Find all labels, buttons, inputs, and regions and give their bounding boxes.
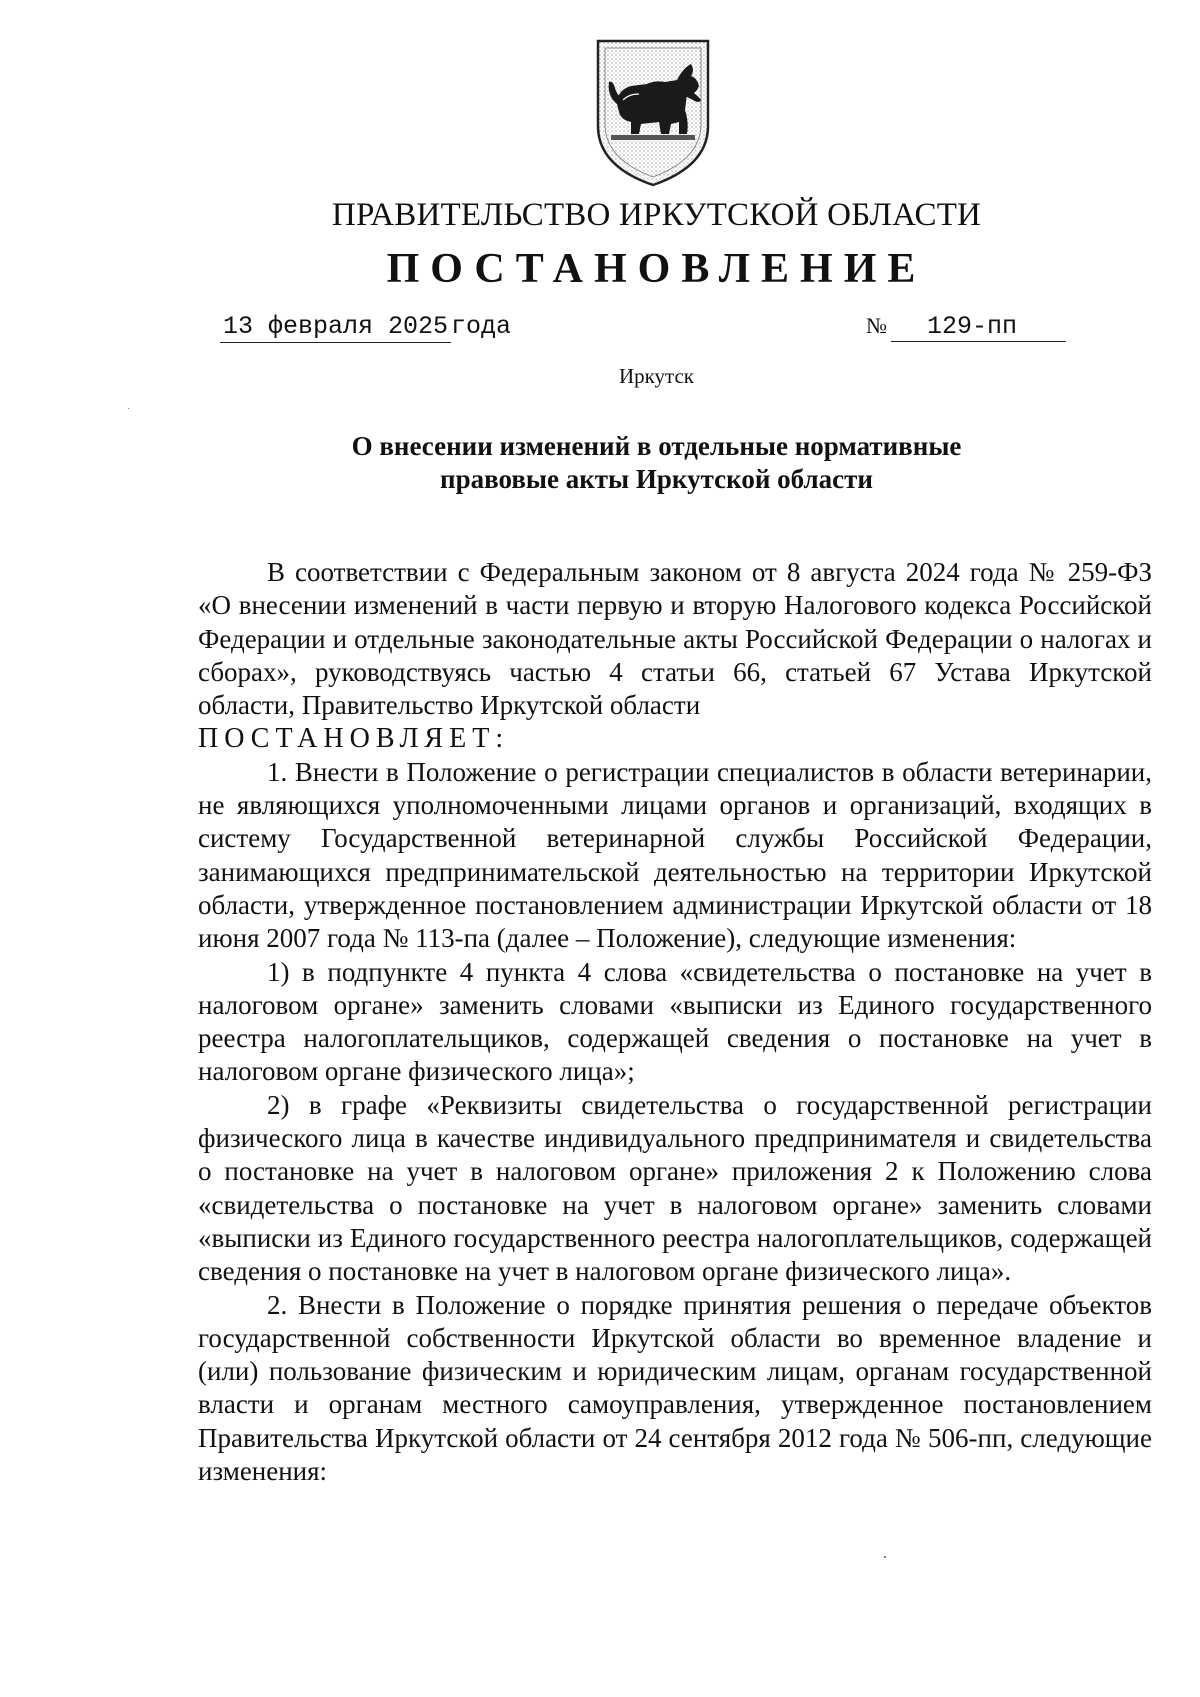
item-1-sub-2-paragraph: 2) в графе «Реквизиты свидетельства о государственной регистрации физического лица в качестве индивидуального предпринимателя и свидетельства о постановке на учет в налоговом органе» приложения 2 к Положению слова «свидетельства о постановке на учет в налоговом органе» заменить словами «выписки из Единого государственного реестра налогоплательщиков, содержащей сведения о постановке на учет в налоговом органе физического лица». xyxy=(198,1089,1152,1287)
organization-name: ПРАВИТЕЛЬСТВО ИРКУТСКОЙ ОБЛАСТИ xyxy=(331,197,982,233)
item-1-sub-1-paragraph: 1) в подпункте 4 пункта 4 слова «свидетельства о постановке на учет в налоговом органе» заменить словами «выписки из Единого государственного реестра налогоплательщиков, содержащей сведения о постановке на учет в налоговом органе физического лица»; xyxy=(198,956,1152,1087)
item-1-paragraph: 1. Внести в Положение о регистрации специалистов в области ветеринарии, не являющихся уполномоченными лицами органов и организаций, входящих в систему Государственной ветеринарной службы Российской Федерации, занимающихся предпринимательской деятельностью на территории Иркутской области, утвержденное постановлением администрации Иркутской области от 18 июня 2007 года № 113-па (далее – Положение), следующие изменения: xyxy=(198,756,1152,954)
title-line-2: правовые акты Иркутской области xyxy=(440,464,873,494)
city-name: Иркутск xyxy=(618,364,695,388)
number-sign: № xyxy=(866,313,887,338)
scan-speck xyxy=(128,408,129,409)
document-body xyxy=(198,556,1152,1488)
title-line-1: О внесении изменений в отдельные нормативные xyxy=(351,431,962,461)
preamble-paragraph: В соответствии с Федеральным законом от 8 августа 2024 года № 259-ФЗ «О внесении изменений в части первую и вторую Налогового кодекса Российской Федерации и отдельные законодательные акты Российской Федерации о налогах и сборах», руководствуясь частью 4 статьи 66, статьей 67 Устава Иркутской области, Правительство Иркутской области xyxy=(198,557,1152,721)
document-number xyxy=(866,312,1066,342)
number-value: 129-пп xyxy=(891,312,1066,342)
item-2-paragraph: 2. Внести в Положение о порядке принятия решения о передаче объектов государственной собственности Иркутской области во временное владение и (или) пользование физическим и юридическим лицам, органам государственной власти и органам местного самоуправления, утвержденное постановлением Правительства Иркутской области от 24 сентября 2012 года № 506-пп, следующие изменения: xyxy=(198,1289,1152,1487)
document-date xyxy=(220,312,511,343)
date-value: 13 февраля 2025 xyxy=(220,312,451,343)
irkutsk-coat-of-arms-icon xyxy=(595,38,711,188)
document-title xyxy=(0,430,1200,496)
resolves-heading: ПОСТАНОВЛЯЕТ: xyxy=(198,723,510,755)
scan-speck xyxy=(884,1556,886,1558)
document-type: ПОСТАНОВЛЕНИЕ xyxy=(386,246,927,292)
date-suffix: года xyxy=(451,312,512,341)
